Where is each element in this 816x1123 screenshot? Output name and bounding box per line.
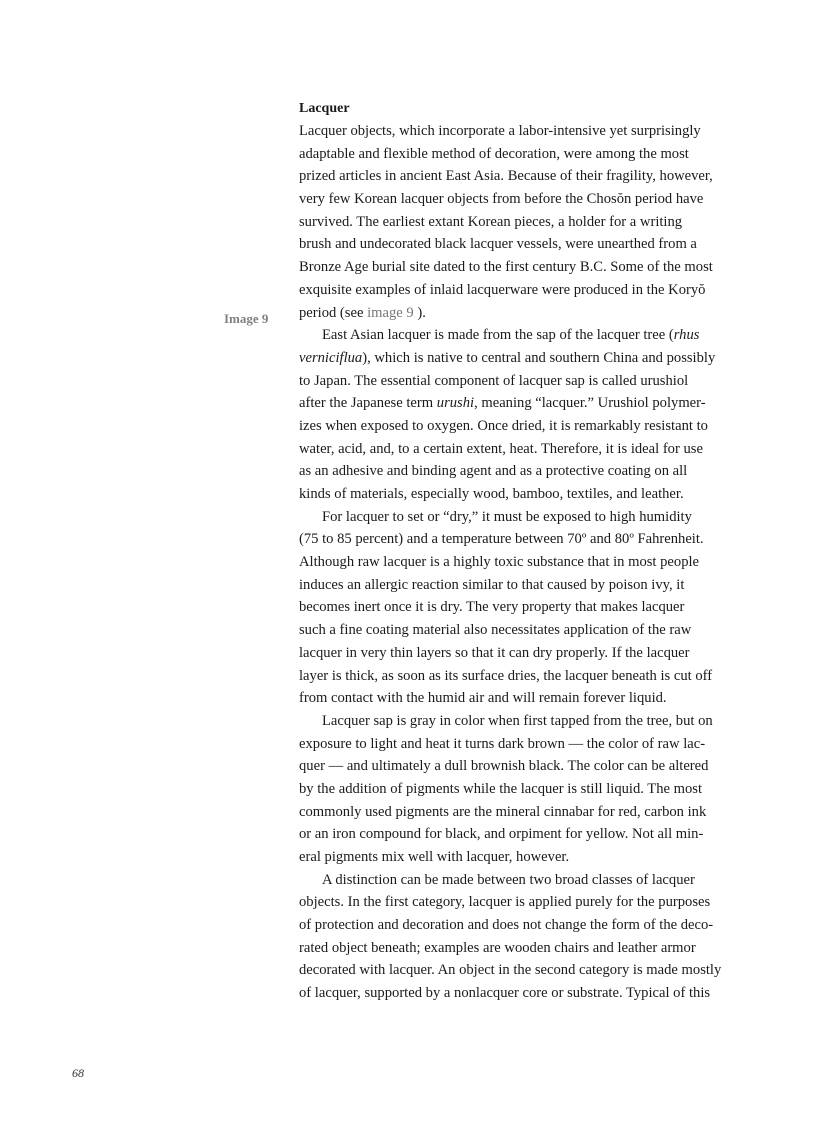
italic-term: verniciflua (299, 349, 363, 366)
text-line: water, acid, and, to a certain extent, heat. Therefore, it is ideal for use (299, 440, 703, 457)
text-line: Lacquer objects, which incorporate a labor-intensive yet surprisingly (299, 123, 701, 139)
text-span: , meaning “lacquer.” Urushiol polymer- (474, 395, 706, 412)
text-line: becomes inert once it is dry. The very property that makes lacquer (299, 599, 685, 616)
text-line: Although raw lacquer is a highly toxic substance that in most people (299, 554, 700, 571)
text-line: objects. In the first category, lacquer is applied purely for the purposes (299, 894, 711, 911)
text-line (299, 392, 731, 415)
text-line: adaptable and flexible method of decoration, were among the most (299, 145, 689, 162)
text-line: by the addition of pigments while the lacquer is still liquid. The most (299, 780, 703, 797)
text-line (299, 324, 731, 347)
text-line: exposure to light and heat it turns dark brown — the color of raw lac- (299, 735, 706, 752)
italic-term: urushi (436, 395, 475, 412)
text-line: eral pigments mix well with lacquer, however. (299, 849, 570, 865)
text-line: quer — and ultimately a dull brownish black. The color can be altered (299, 758, 709, 775)
text-line: such a fine coating material also necessitates application of the raw (299, 622, 692, 639)
text-line: brush and undecorated black lacquer vessels, were unearthed from a (299, 236, 697, 253)
text-span: after the Japanese term (299, 395, 437, 412)
text-line: kinds of materials, especially wood, bamboo, textiles, and leather. (299, 486, 684, 502)
text-line (299, 347, 731, 370)
paragraph-2 (299, 324, 731, 506)
paragraph-3 (299, 506, 731, 710)
text-line: (75 to 85 percent) and a temperature between 70º and 80º Fahrenheit. (299, 531, 704, 548)
section-heading: Lacquer (299, 101, 350, 116)
text-line: survived. The earliest extant Korean pieces, a holder for a writing (299, 213, 683, 230)
paragraph-5 (299, 869, 731, 1005)
text-line: exquisite examples of inlaid lacquerware were produced in the Koryŏ (299, 281, 706, 298)
text-line: commonly used pigments are the mineral cinnabar for red, carbon ink (299, 803, 707, 820)
text-line: Lacquer sap is gray in color when first tapped from the tree, but on (322, 712, 713, 729)
text-line: or an iron compound for black, and orpiment for yellow. Not all min- (299, 826, 704, 843)
text-line: very few Korean lacquer objects from before the Chosŏn period have (299, 191, 704, 208)
text-line: of lacquer, supported by a nonlacquer core or substrate. Typical of this (299, 985, 711, 1002)
text-line (299, 302, 731, 325)
text-line: Bronze Age burial site dated to the first century B.C. Some of the most (299, 259, 713, 276)
paragraph-1 (299, 120, 731, 324)
text-span: ). (413, 304, 426, 321)
text-line: For lacquer to set or “dry,” it must be exposed to high humidity (322, 508, 692, 525)
text-span: East Asian lacquer is made from the sap of the lacquer tree ( (322, 327, 674, 344)
margin-image-reference[interactable]: Image 9 (224, 311, 269, 326)
text-line: decorated with lacquer. An object in the second category is made mostly (299, 962, 722, 979)
paragraph-4 (299, 710, 731, 869)
text-line: induces an allergic reaction similar to that caused by poison ivy, it (299, 576, 685, 593)
text-line: A distinction can be made between two broad classes of lacquer (322, 871, 695, 888)
text-line: rated object beneath; examples are wooden chairs and leather armor (299, 939, 696, 956)
text-line: of protection and decoration and does not change the form of the deco- (299, 917, 714, 934)
text-span: ), which is native to central and southern China and possibly (362, 349, 716, 366)
inline-image-reference[interactable]: image 9 (367, 304, 414, 321)
page-number: 68 (72, 1066, 84, 1080)
text-line: as an adhesive and binding agent and as a protective coating on all (299, 463, 688, 480)
text-line: izes when exposed to oxygen. Once dried, it is remarkably resistant to (299, 417, 708, 434)
italic-term: rhus (673, 327, 700, 344)
text-line: lacquer in very thin layers so that it can dry properly. If the lacquer (299, 644, 690, 661)
body-text (299, 120, 731, 1005)
text-line: layer is thick, as soon as its surface dries, the lacquer beneath is cut off (299, 667, 713, 684)
text-span: period (see (299, 304, 368, 321)
text-line: to Japan. The essential component of lacquer sap is called urushiol (299, 372, 689, 389)
text-line: prized articles in ancient East Asia. Because of their fragility, however, (299, 168, 713, 185)
text-line: from contact with the humid air and will remain forever liquid. (299, 690, 667, 707)
